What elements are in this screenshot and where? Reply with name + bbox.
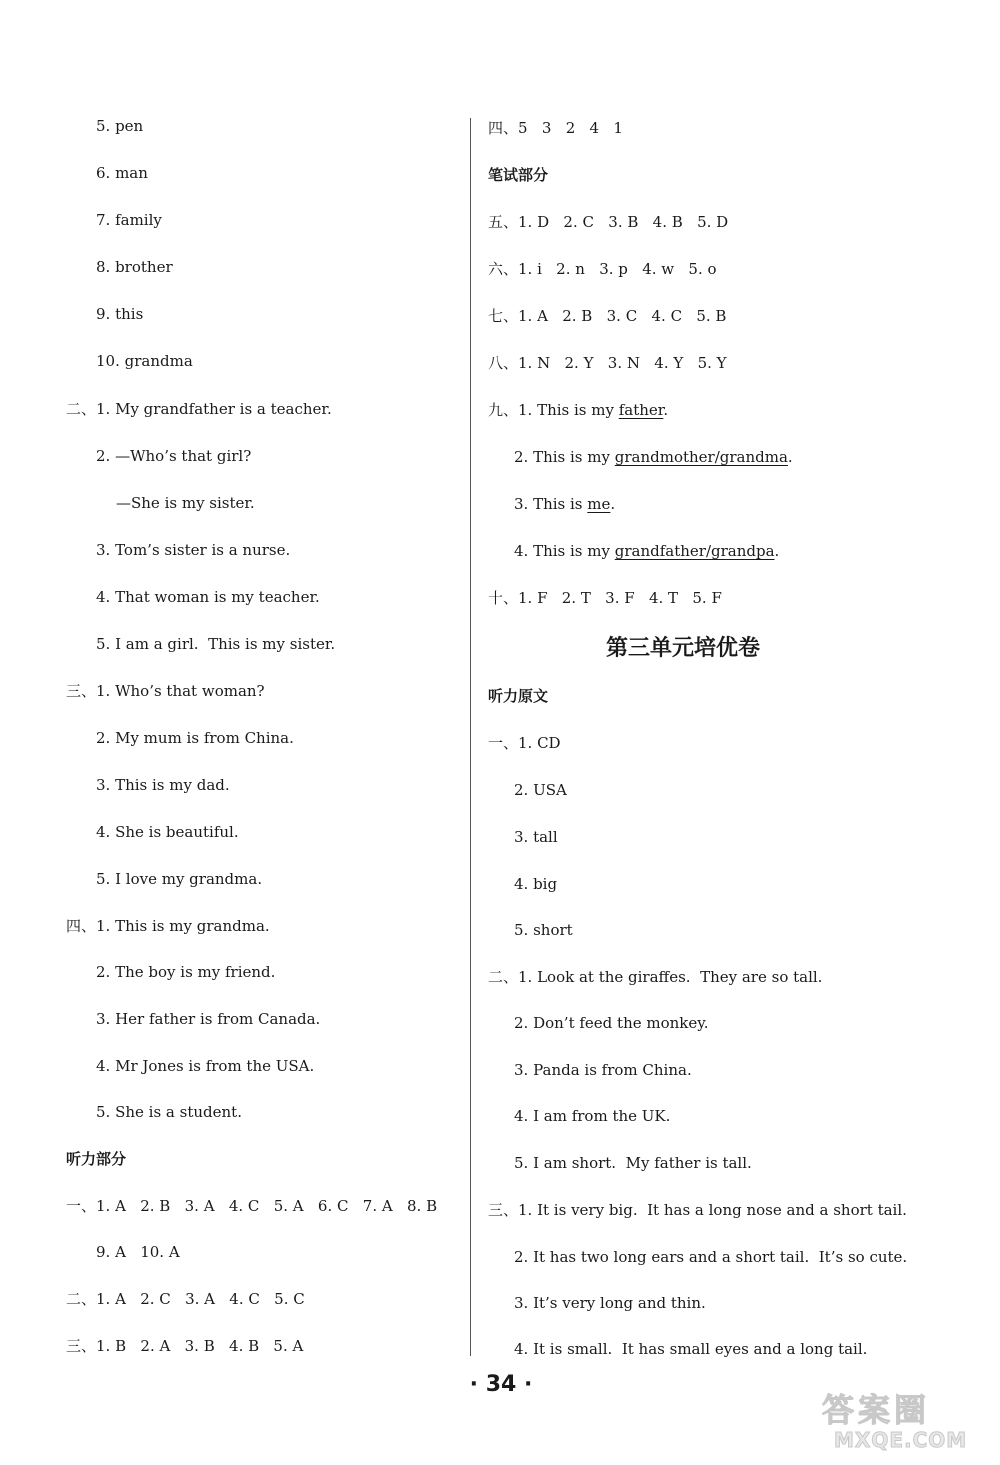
answer-line: 5. I am short. My father is tall. — [514, 1154, 752, 1172]
unit-title: 第三单元培优卷 — [606, 636, 761, 661]
answer-line: 7. family — [96, 211, 162, 229]
page-number: · 34 · — [469, 1372, 533, 1397]
answer-line: 6. man — [96, 164, 148, 182]
answer-line: 4. Mr Jones is from the USA. — [96, 1057, 315, 1075]
answer-line: 3. Tom’s sister is a nurse. — [96, 541, 291, 559]
answer-line: 2. USA — [514, 781, 567, 799]
watermark-logo: 答案圈 — [822, 1391, 931, 1429]
answer-line: 5. pen — [96, 117, 144, 135]
answer-line: 十、1. F 2. T 3. F 4. T 5. F — [488, 589, 722, 607]
answer-line: 9. A 10. A — [96, 1243, 180, 1261]
answer-line: 三、1. It is very big. It has a long nose and a short tail. — [488, 1201, 907, 1219]
answer-line: 二、1. My grandfather is a teacher. — [66, 400, 332, 418]
underlined-answer: grandmother/grandma — [614, 448, 788, 466]
underlined-answer: grandfather/grandpa — [614, 542, 775, 560]
answer-line: 3. This is me. — [514, 495, 616, 513]
answer-line: 9. this — [96, 305, 144, 323]
answer-line: 三、1. Who’s that woman? — [66, 682, 265, 700]
section-heading: 笔试部分 — [488, 166, 549, 184]
answer-line: 三、1. B 2. A 3. B 4. B 5. A — [66, 1337, 304, 1355]
answer-line: 2. The boy is my friend. — [96, 963, 276, 981]
answer-line: 3. Panda is from China. — [514, 1061, 692, 1079]
answer-line: 5. I am a girl. This is my sister. — [96, 635, 336, 653]
answer-line: 七、1. A 2. B 3. C 4. C 5. B — [488, 307, 727, 325]
answer-line: 六、1. i 2. n 3. p 4. w 5. o — [488, 260, 717, 278]
answer-line: 四、1. This is my grandma. — [66, 917, 270, 935]
answer-line: 8. brother — [96, 258, 173, 276]
answer-line: 2. —Who’s that girl? — [96, 447, 252, 465]
answer-line: 5. short — [514, 921, 573, 939]
answer-line: 二、1. A 2. C 3. A 4. C 5. C — [66, 1290, 305, 1308]
answer-line: 4. That woman is my teacher. — [96, 588, 320, 606]
answer-line: 八、1. N 2. Y 3. N 4. Y 5. Y — [488, 354, 727, 372]
underlined-answer: me — [587, 495, 611, 513]
answer-line: 5. She is a student. — [96, 1103, 242, 1121]
answer-line: 2. Don’t feed the monkey. — [514, 1014, 709, 1032]
answer-line: 二、1. Look at the giraffes. They are so tall. — [488, 968, 823, 986]
column-divider — [470, 118, 471, 1356]
answer-line: 3. tall — [514, 828, 558, 846]
answer-line: 2. My mum is from China. — [96, 729, 294, 747]
answer-line: 2. This is my grandmother/grandma. — [514, 448, 793, 466]
answer-line: 5. I love my grandma. — [96, 870, 263, 888]
answer-line: 九、1. This is my father. — [488, 401, 669, 419]
answer-line: 四、5 3 2 4 1 — [488, 119, 623, 137]
underlined-answer: father — [618, 401, 664, 419]
answer-line: 4. This is my grandfather/grandpa. — [514, 542, 780, 560]
answer-line: 一、1. A 2. B 3. A 4. C 5. A 6. C 7. A 8. B — [66, 1197, 438, 1215]
answer-line: 2. It has two long ears and a short tail. It’s so cute. — [514, 1248, 908, 1266]
answer-line: 4. She is beautiful. — [96, 823, 239, 841]
answer-line: 4. I am from the UK. — [514, 1107, 671, 1125]
answer-line: 五、1. D 2. C 3. B 4. B 5. D — [488, 213, 729, 231]
section-heading: 听力原文 — [488, 687, 549, 705]
answer-line: 4. big — [514, 875, 558, 893]
answer-line: 10. grandma — [96, 352, 193, 370]
watermark-url: MXQE.COM — [834, 1428, 968, 1452]
answer-line: 4. It is small. It has small eyes and a long tail. — [514, 1340, 868, 1358]
answer-line: 3. This is my dad. — [96, 776, 230, 794]
answer-line: 一、1. CD — [488, 734, 561, 752]
answer-line: 3. It’s very long and thin. — [514, 1294, 706, 1312]
answer-line: —She is my sister. — [116, 494, 255, 512]
section-heading: 听力部分 — [66, 1150, 127, 1168]
answer-line: 3. Her father is from Canada. — [96, 1010, 321, 1028]
